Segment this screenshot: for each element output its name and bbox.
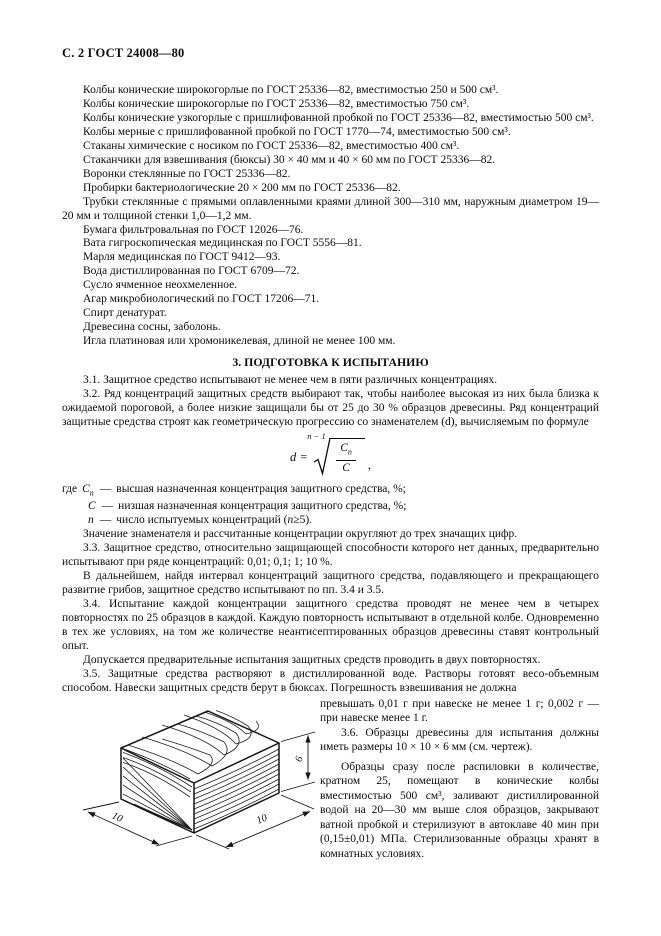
- radical-index: n − 1: [307, 431, 326, 442]
- paragraph-3-5: 3.5. Защитные средства растворяют в дистиллированной воде. Растворы готовят весо-объемным способом. Навески защитных средств берут в бюксах. Погрешность взвешивания не должна: [62, 667, 599, 694]
- paragraph-3-3-cont: В дальнейшем, найдя интервал концентраций защитного средства, подавляющего и прекращающего развитие грибов, защитное средство испытывают по пп. 3.4 и 3.5.: [62, 569, 599, 596]
- material-item: Колбы конические узкогорлые с пришлифованной пробкой по ГОСТ 25336—82, вместимостью 500 см³.: [83, 111, 594, 124]
- material-item: Древесина сосны, заболонь.: [83, 321, 221, 334]
- material-item: Колбы конические широкогорлые по ГОСТ 25336—82, вместимостью 750 см³.: [83, 97, 470, 110]
- figure-side-text: [320, 697, 599, 862]
- material-item: Спирт денатурат.: [83, 307, 167, 320]
- top-face-grain: [124, 710, 258, 779]
- section-heading: 3. ПОДГОТОВКА К ИСПЫТАНИЮ: [232, 355, 429, 370]
- formula-definitions: [62, 483, 599, 528]
- material-item: Стаканы химические с носиком по ГОСТ 25336—82, вместимостью 400 см³.: [83, 139, 460, 152]
- material-item: Бумага фильтровальная по ГОСТ 12026—76.: [83, 223, 304, 236]
- left-face-grain: [123, 752, 192, 830]
- variable-n: n: [88, 514, 94, 527]
- paragraph-3-6: 3.6. Образцы древесины для испытания должны иметь размеры 10 × 10 × 6 мм (см. чертеж).: [320, 726, 599, 754]
- material-item: Колбы мерные с пришлифованной пробкой по ГОСТ 1770—74, вместимостью 500 см³.: [83, 125, 511, 138]
- radicand: [329, 438, 365, 474]
- definition-line: C — низшая назначенная концентрация защитного средства, %;: [88, 500, 407, 513]
- material-item: Сусло ячменное неохмеленное.: [83, 279, 238, 292]
- material-item: Марля медицинская по ГОСТ 9412—93.: [83, 251, 281, 264]
- material-item: Воронки стеклянные по ГОСТ 25336—82.: [83, 167, 291, 180]
- material-item: Трубки стеклянные с прямыми оплавленными краями длиной 300—310 мм, наружным диаметром 19—20 мм и толщиной стенки 1,0—1,2 мм.: [62, 195, 599, 222]
- paragraph-3-6-cont: Образцы сразу после распиловки в количестве, кратном 25, помещают в конические колбы вместимостью 500 см³, заливают дистиллированной водой на 20—30 мм выше слоя образцов, закрывают ватной пробкой и стерилизуют в автоклаве 40 мин при (0,15±0,01) МПа. Стерилизованные образцы хранят в комнатных условиях.: [320, 760, 599, 860]
- material-item: Пробирки бактериологические 20 × 200 мм по ГОСТ 25336—82.: [83, 181, 401, 194]
- material-item: Колбы конические широкогорлые по ГОСТ 25336—82, вместимостью 250 и 500 см³.: [83, 84, 499, 96]
- definition-line: где $C_n$ — высшая назначенная концентрация защитного средства, %;: [62, 482, 406, 498]
- fraction-denominator: C: [342, 461, 350, 474]
- formula: [62, 431, 599, 481]
- wood-block-figure: [62, 697, 320, 862]
- paragraph-3-4-note: Допускается предварительные испытания защитных средств проводить в двух повторностях.: [83, 653, 541, 666]
- paragraph-3-3: 3.3. Защитное средство, относительно защищающей способности которого нет данных, предварительно испытывают при ряде концентраций: 0,01; 0,1; 1; 10 %.: [62, 542, 599, 568]
- fraction: [336, 442, 356, 474]
- material-item: Агар микробиологический по ГОСТ 17206—71.: [83, 293, 320, 306]
- materials-list: [62, 84, 599, 349]
- paragraph-3-1: 3.1. Защитное средство испытывают не менее чем в пяти различных концентрациях.: [83, 374, 498, 387]
- paragraph-3-4: 3.4. Испытание каждой концентрации защитного средства проводят не менее чем в четырех повторностях по 25 образцов в каждой. Каждую повторность испытывают в отдельной колбе. Одновременно в тех же условиях, на том же количестве неантисептированных образцов древесины ставят контрольный опыт.: [62, 597, 599, 652]
- dimension-label: 10: [255, 812, 270, 827]
- paragraph-3-2: 3.2. Ряд концентраций защитных средств выбирают так, чтобы наиболее высокая из них была близка к ожидаемой пороговой, а более низкие защищали бы от 25 до 30 % образцов древесины. Ряд концентраций защитные средства строят как геометрическую прогрессию со знаменателем (d), вычисляемым по формуле: [62, 388, 599, 428]
- paragraph-rounding: Значение знаменателя и рассчитанные концентрации округляют до трех значащих цифр.: [83, 528, 518, 541]
- dimension-label: 6: [293, 754, 306, 763]
- wood-block-drawing: [66, 706, 318, 856]
- formula-comma: ,: [367, 457, 372, 472]
- formula-equals: =: [300, 449, 308, 464]
- dimension-label: 10: [109, 810, 125, 825]
- material-item: Игла платиновая или хромоникелевая, длиной не менее 100 мм.: [83, 335, 396, 348]
- material-item: Вата гигроскопическая медицинская по ГОСТ 5556—81.: [83, 237, 362, 250]
- fraction-numerator: $C_n$: [336, 442, 356, 460]
- block-outline: [121, 711, 279, 833]
- variable-c: C: [88, 500, 96, 513]
- material-item: Вода дистиллированная по ГОСТ 6709—72.: [83, 265, 300, 278]
- material-item: Стаканчики для взвешивания (бюксы) 30 × 40 мм и 40 × 60 мм по ГОСТ 25336—82.: [83, 153, 496, 166]
- formula-lhs: d: [289, 449, 297, 464]
- definition-line: n — число испытуемых концентраций (n≥5).: [88, 514, 313, 527]
- variable-cn: $C_n$: [82, 482, 94, 498]
- formula-radical: [307, 431, 365, 476]
- page-header: С. 2 ГОСТ 24008—80: [62, 46, 185, 60]
- figure-and-text-row: [62, 697, 599, 862]
- paragraph-3-5-continuation: превышать 0,01 г при навеске не менее 1 г; 0,002 г — при навеске менее 1 г.: [320, 697, 599, 725]
